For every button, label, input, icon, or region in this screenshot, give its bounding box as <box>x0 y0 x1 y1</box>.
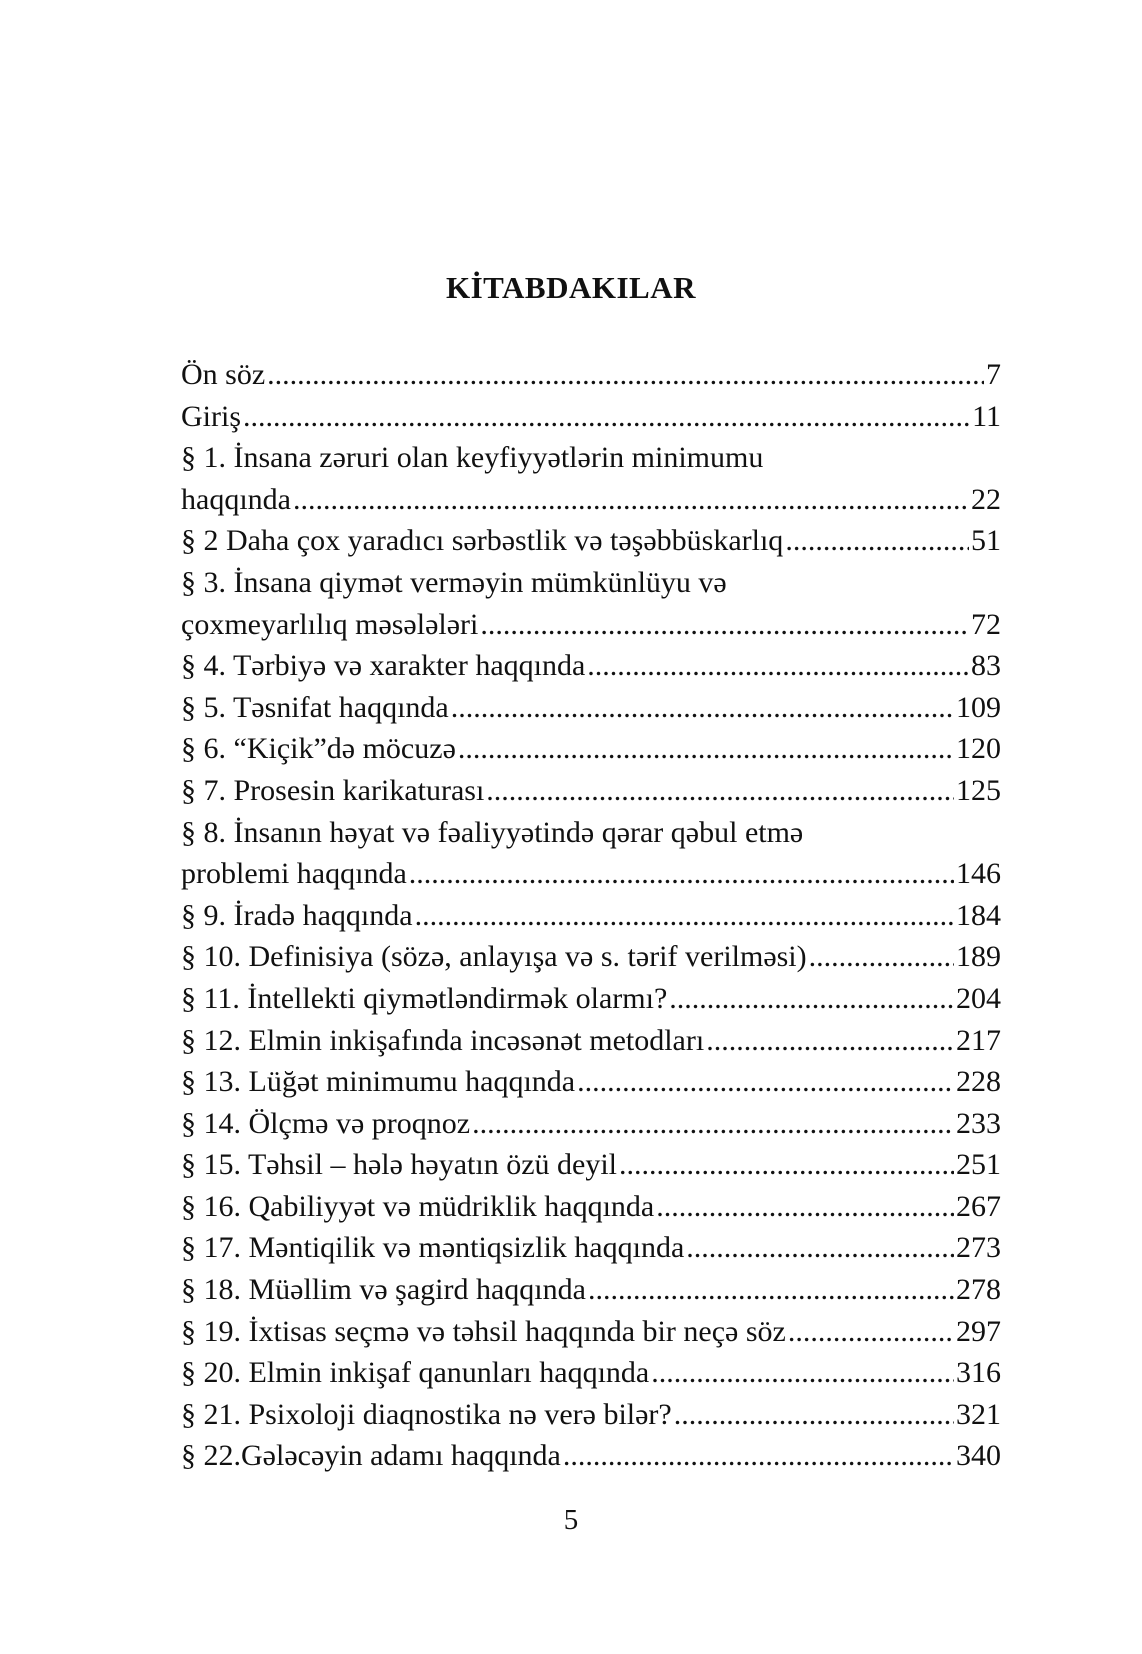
page-title: KİTABDAKILAR <box>445 270 697 305</box>
toc-entry-label: Ön söz <box>181 358 266 391</box>
toc-entry-label: § 22.Gələcəyin adamı haqqında <box>181 1439 561 1473</box>
dot-leader <box>669 978 954 1020</box>
toc-entry-page: 316 <box>956 1356 1001 1390</box>
toc-entry-label: § 13. Lüğət minimumu haqqında <box>181 1065 576 1099</box>
toc-entry-page: 228 <box>956 1065 1001 1099</box>
dot-leader <box>243 396 970 438</box>
dot-leader <box>458 728 954 770</box>
toc-entry-page: 321 <box>956 1397 1001 1431</box>
toc-entry-label: § 17. Məntiqilik və məntiqsizlik haqqında <box>181 1231 685 1265</box>
toc-entry-page: 204 <box>956 981 1001 1015</box>
dot-leader <box>451 687 954 729</box>
toc-entry-label: § 12. Elmin inkişafında incəsənət metodları <box>181 1023 705 1057</box>
toc-entry-label: § 19. İxtisas seçmə və təhsil haqqında bir neçə söz <box>181 1314 786 1348</box>
toc-entry <box>181 728 1001 770</box>
page-number: 5 <box>563 1504 579 1536</box>
toc-entry-label: § 15. Təhsil – hələ həyatın özü deyil <box>181 1148 618 1182</box>
toc-entry-label: § 11. İntellekti qiymətləndirmək olarmı? <box>181 981 668 1015</box>
toc-entry <box>181 687 1001 729</box>
toc-entry-label: § 5. Təsnifat haqqında <box>181 690 449 724</box>
toc-entry-label: § 8. İnsanın həyat və fəaliyyətində qərar qəbul etmə <box>181 815 804 849</box>
toc-entry <box>181 396 1001 438</box>
toc-entry <box>181 1020 1001 1062</box>
toc-entry-page: 297 <box>956 1314 1001 1348</box>
toc-entry <box>181 978 1001 1020</box>
toc-entry <box>181 562 1001 604</box>
toc-entry-page: 233 <box>956 1106 1001 1140</box>
dot-leader <box>577 1061 954 1103</box>
toc-entry-page: 7 <box>986 358 1001 391</box>
toc-entry-page: 22 <box>971 482 1001 516</box>
dot-leader <box>809 936 954 978</box>
toc-entry-page: 11 <box>972 399 1001 433</box>
toc-entry-page: 184 <box>956 898 1001 932</box>
toc-entry-page: 278 <box>956 1273 1001 1307</box>
toc-entry-page: 273 <box>956 1231 1001 1265</box>
dot-leader <box>486 770 954 812</box>
dot-leader <box>587 645 969 687</box>
dot-leader <box>409 853 954 895</box>
toc-entry-page: 146 <box>956 857 1001 891</box>
toc-entry <box>181 1311 1001 1353</box>
dot-leader <box>788 1311 954 1353</box>
toc-entry <box>181 1352 1001 1394</box>
dot-leader <box>267 354 984 396</box>
table-of-contents <box>181 354 1001 1477</box>
toc-entry-label: § 2 Daha çox yaradıcı sərbəstlik və təşəbbüskarlıq <box>181 524 784 558</box>
toc-entry-label: § 7. Prosesin karikaturası <box>181 773 485 807</box>
toc-entry-page: 51 <box>971 524 1001 558</box>
toc-entry <box>181 604 1001 646</box>
dot-leader <box>480 604 969 646</box>
toc-entry-label: çoxmeyarlılıq məsələləri <box>181 607 479 641</box>
dot-leader <box>686 1227 954 1269</box>
toc-entry-page: 83 <box>971 649 1001 683</box>
dot-leader <box>588 1269 954 1311</box>
toc-entry-label: § 20. Elmin inkişaf qanunları haqqında <box>181 1356 650 1390</box>
dot-leader <box>656 1186 954 1228</box>
toc-entry-label: § 3. İnsana qiymət verməyin mümkünlüyu və <box>181 565 727 599</box>
toc-entry-page: 72 <box>971 607 1001 641</box>
toc-entry <box>181 1227 1001 1269</box>
dot-leader <box>472 1103 954 1145</box>
toc-entry <box>181 853 1001 895</box>
dot-leader <box>293 479 969 521</box>
dot-leader <box>706 1020 954 1062</box>
toc-entry <box>181 1103 1001 1145</box>
toc-entry-page: 217 <box>956 1023 1001 1057</box>
dot-leader <box>563 1435 954 1477</box>
toc-entry <box>181 812 1001 854</box>
dot-leader <box>619 1144 954 1186</box>
toc-entry-page: 189 <box>956 940 1001 974</box>
toc-entry <box>181 895 1001 937</box>
toc-entry <box>181 437 1001 479</box>
toc-entry <box>181 520 1001 562</box>
toc-entry <box>181 1269 1001 1311</box>
toc-entry <box>181 1435 1001 1477</box>
toc-entry <box>181 1186 1001 1228</box>
toc-entry <box>181 770 1001 812</box>
toc-entry-page: 125 <box>956 773 1001 807</box>
toc-entry-label: § 21. Psixoloji diaqnostika nə verə bilər? <box>181 1397 672 1431</box>
toc-entry <box>181 1061 1001 1103</box>
toc-entry-label: haqqında <box>181 482 291 516</box>
dot-leader <box>785 520 969 562</box>
toc-entry-page: 267 <box>956 1189 1001 1223</box>
toc-entry-label: § 4. Tərbiyə və xarakter haqqında <box>181 649 586 683</box>
toc-entry-label: Giriş <box>181 399 241 433</box>
toc-entry <box>181 1394 1001 1436</box>
toc-entry-label: § 16. Qabiliyyət və müdriklik haqqında <box>181 1189 655 1223</box>
toc-entry <box>181 1144 1001 1186</box>
toc-entry-label: § 9. İradə haqqında <box>181 898 413 932</box>
toc-entry-label: problemi haqqında <box>181 857 407 891</box>
toc-entry-page: 109 <box>956 690 1001 724</box>
toc-entry-label: § 6. “Kiçik”də möcuzə <box>181 732 456 766</box>
toc-entry-page: 251 <box>956 1148 1001 1182</box>
toc-entry <box>181 936 1001 978</box>
dot-leader <box>674 1394 954 1436</box>
toc-entry-page: 120 <box>956 732 1001 766</box>
dot-leader <box>415 895 954 937</box>
toc-entry <box>181 479 1001 521</box>
toc-entry-label: § 18. Müəllim və şagird haqqında <box>181 1273 586 1307</box>
toc-entry-page: 340 <box>956 1439 1001 1473</box>
toc-entry-label: § 1. İnsana zəruri olan keyfiyyətlərin minimumu <box>181 441 764 475</box>
toc-entry <box>181 645 1001 687</box>
toc-entry-label: § 10. Definisiya (sözə, anlayışa və s. tərif verilməsi) <box>181 940 807 974</box>
dot-leader <box>651 1352 954 1394</box>
toc-entry-label: § 14. Ölçmə və proqnoz <box>181 1106 471 1140</box>
toc-entry <box>181 354 1001 396</box>
